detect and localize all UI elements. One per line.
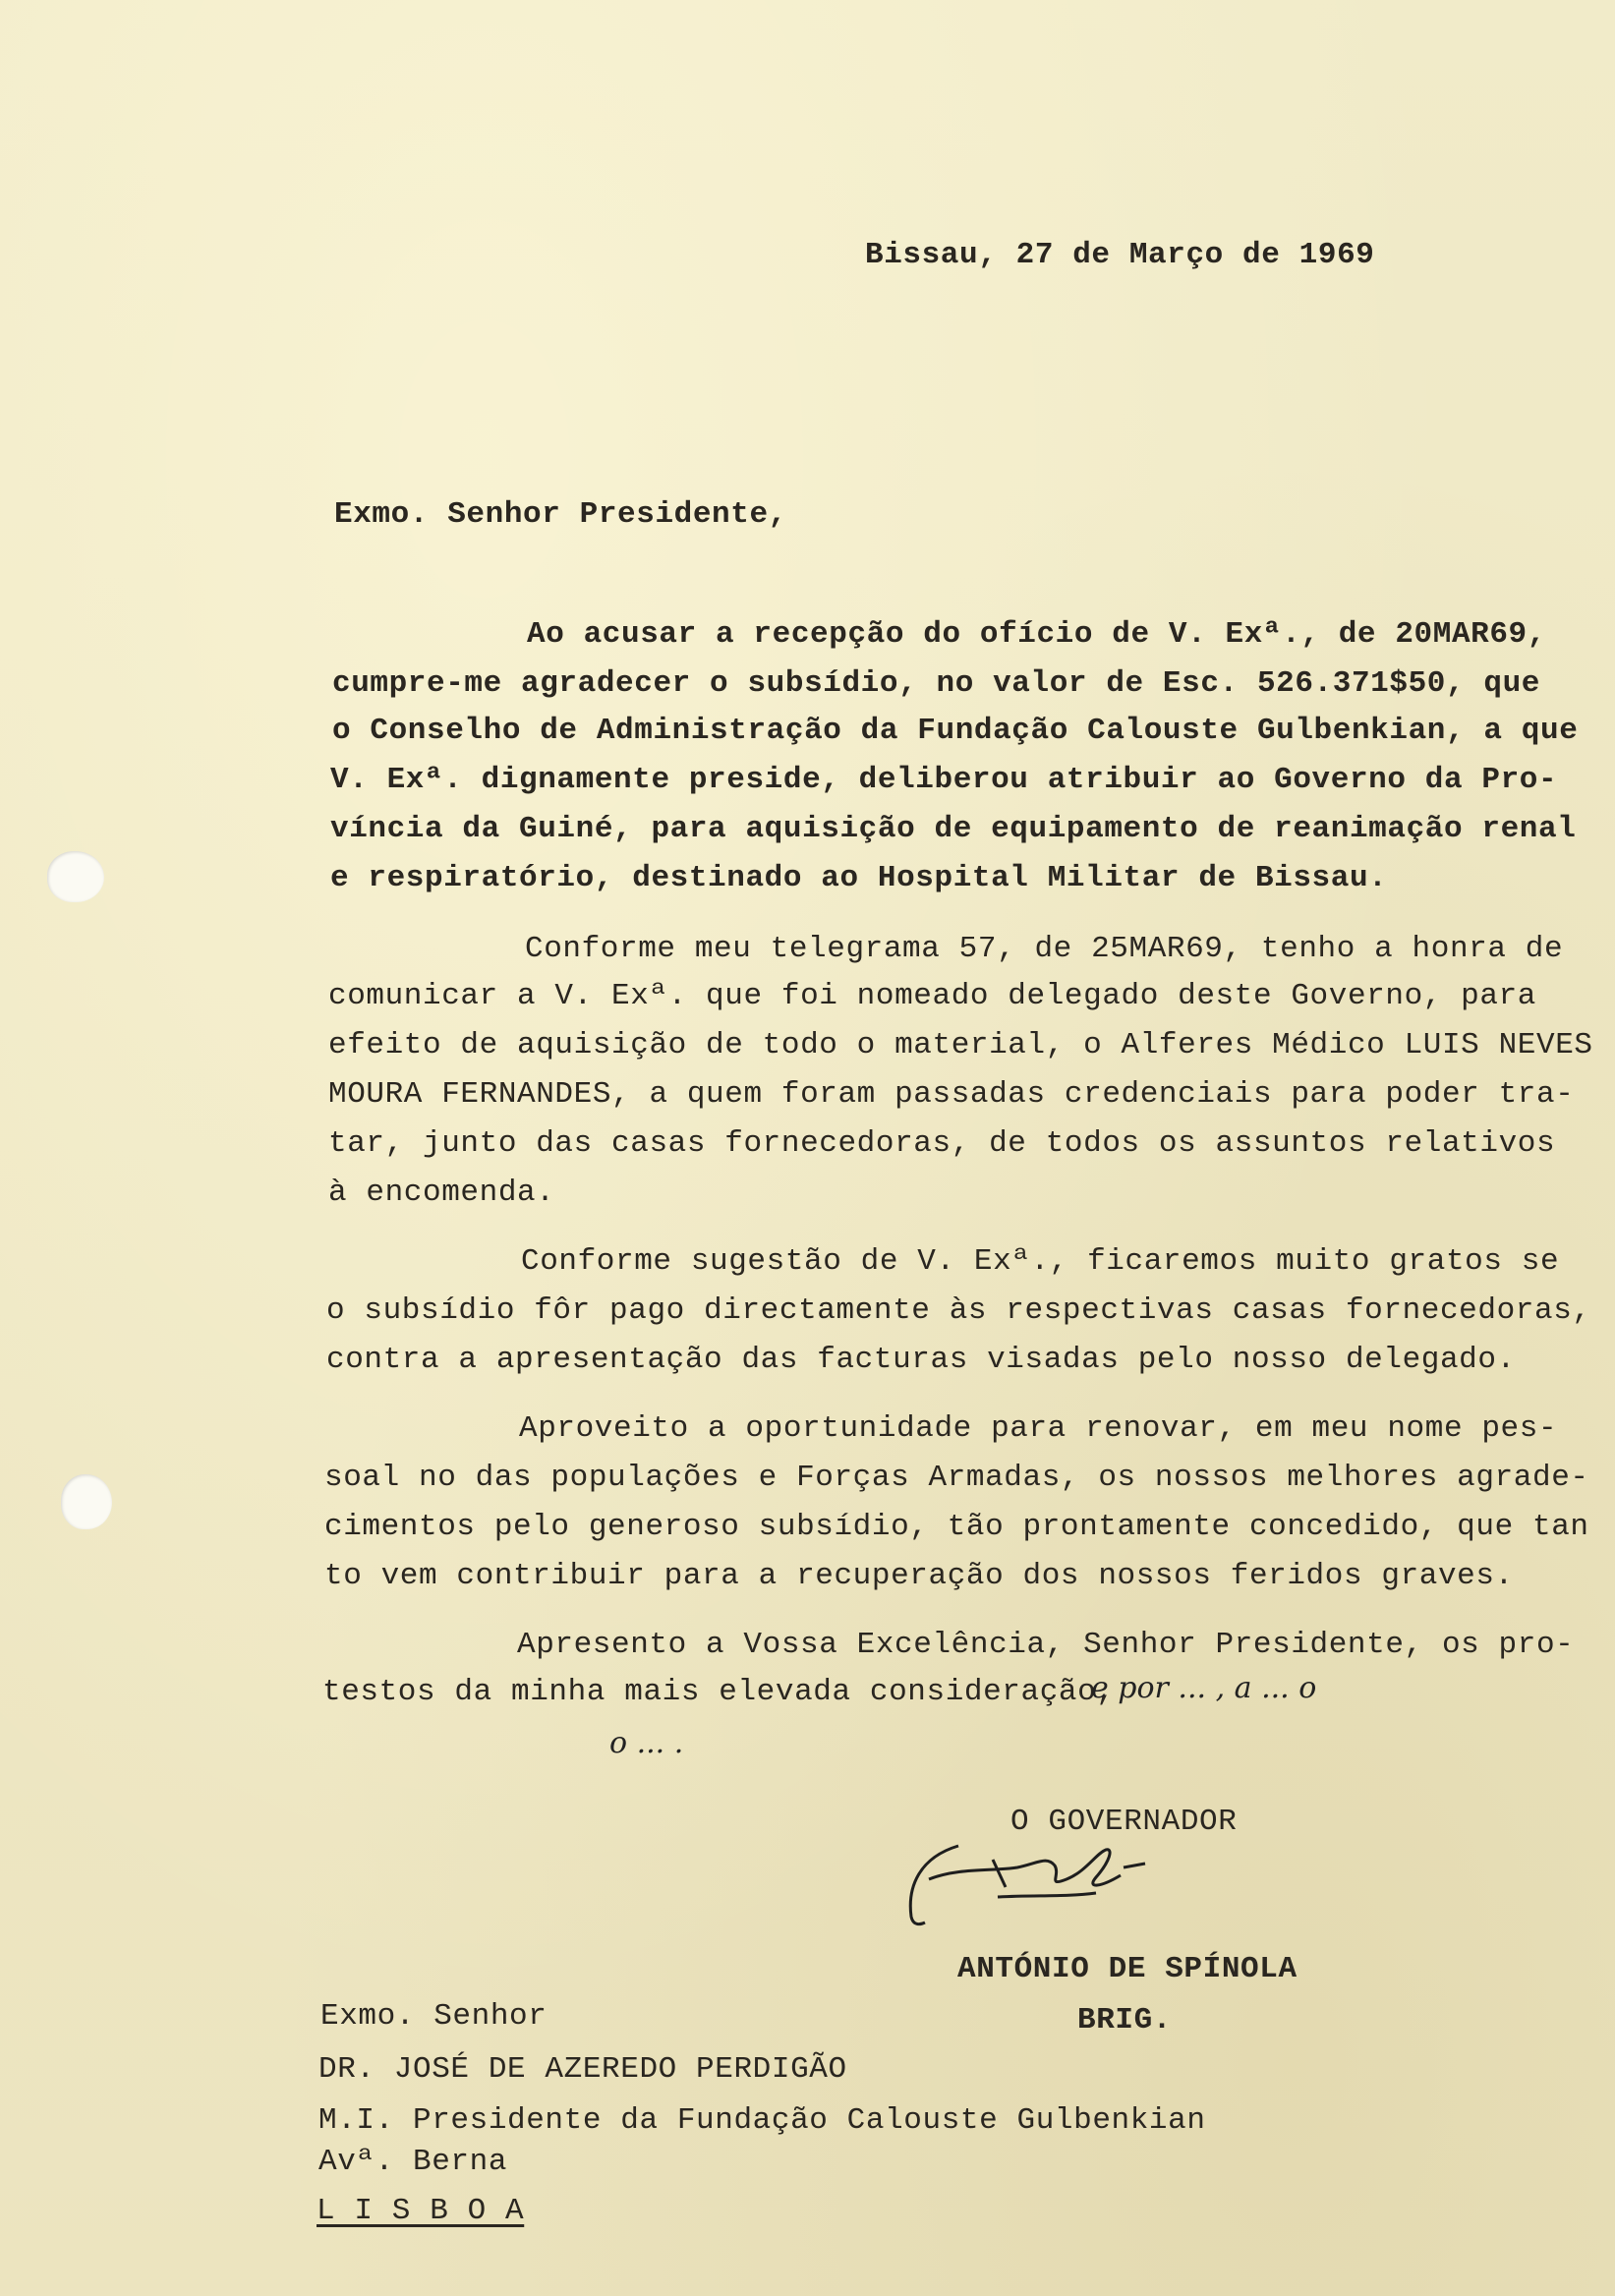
paragraph3-line: o subsídio fôr pago directamente às respectivas casas fornecedoras, (326, 1293, 1591, 1328)
paragraph1-line: o Conselho de Administração da Fundação Calouste Gulbenkian, a que (332, 714, 1579, 748)
addressee-line: M.I. Presidente da Fundação Calouste Gulbenkian (318, 2103, 1206, 2138)
addressee-line: Avª. Berna (318, 2145, 508, 2179)
handwritten-note-line: o ... . (609, 1726, 684, 1760)
paragraph4-line: to vem contribuir para a recuperação dos nossos feridos graves. (324, 1559, 1514, 1593)
paragraph4-line: soal no das populações e Forças Armadas, os nossos melhores agrade- (324, 1461, 1589, 1495)
paragraph1-line: V. Exª. dignamente preside, deliberou atribuir ao Governo da Pro- (330, 763, 1558, 797)
handwritten-note-line: e por ... , a ... o (1091, 1671, 1317, 1705)
paragraph1-line: víncia da Guiné, para aquisição de equipamento de reanimação renal (330, 812, 1577, 846)
addressee-line: DR. JOSÉ DE AZEREDO PERDIGÃO (318, 2052, 847, 2087)
paragraph1-line: Ao acusar a recepção do ofício de V. Exª., de 20MAR69, (527, 617, 1546, 652)
paragraph1-line: e respiratório, destinado ao Hospital Militar de Bissau. (330, 861, 1388, 895)
paragraph1-line: cumpre-me agradecer o subsídio, no valor de Esc. 526.371$50, que (332, 666, 1540, 701)
closing-title: O GOVERNADOR (1010, 1805, 1238, 1839)
paragraph3-line: Conforme sugestão de V. Exª., ficaremos muito gratos se (521, 1244, 1560, 1279)
paragraph2-line: à encomenda. (328, 1176, 555, 1210)
signatory-name: ANTÓNIO DE SPÍNOLA (957, 1952, 1298, 1986)
date-line: Bissau, 27 de Março de 1969 (865, 238, 1375, 272)
salutation: Exmo. Senhor Presidente, (334, 497, 787, 532)
paragraph5-line: Apresento a Vossa Excelência, Senhor Presidente, os pro- (517, 1628, 1575, 1662)
handwritten-signature (899, 1828, 1234, 1936)
paragraph2-line: Conforme meu telegrama 57, de 25MAR69, tenho a honra de (525, 932, 1564, 966)
paragraph4-line: Aproveito a oportunidade para renovar, em meu nome pes- (519, 1411, 1558, 1446)
addressee-line: Exmo. Senhor (320, 1999, 548, 2034)
punch-hole-top (47, 851, 104, 902)
signatory-rank: BRIG. (1077, 2003, 1173, 2038)
paragraph3-line: contra a apresentação das facturas visadas pelo nosso delegado. (326, 1343, 1516, 1377)
addressee-city: L I S B O A (317, 2194, 525, 2228)
paragraph2-line: comunicar a V. Exª. que foi nomeado delegado deste Governo, para (328, 979, 1536, 1013)
paragraph5-line: testos da minha mais elevada consideração, (322, 1675, 1116, 1709)
paragraph2-line: tar, junto das casas fornecedoras, de todos os assuntos relativos (328, 1126, 1556, 1161)
punch-hole-bottom (61, 1474, 112, 1529)
paragraph2-line: MOURA FERNANDES, a quem foram passadas credenciais para poder tra- (328, 1077, 1575, 1112)
paragraph4-line: cimentos pelo generoso subsídio, tão prontamente concedido, que tan (324, 1510, 1589, 1544)
paragraph2-line: efeito de aquisição de todo o material, o Alferes Médico LUIS NEVES (328, 1028, 1593, 1062)
